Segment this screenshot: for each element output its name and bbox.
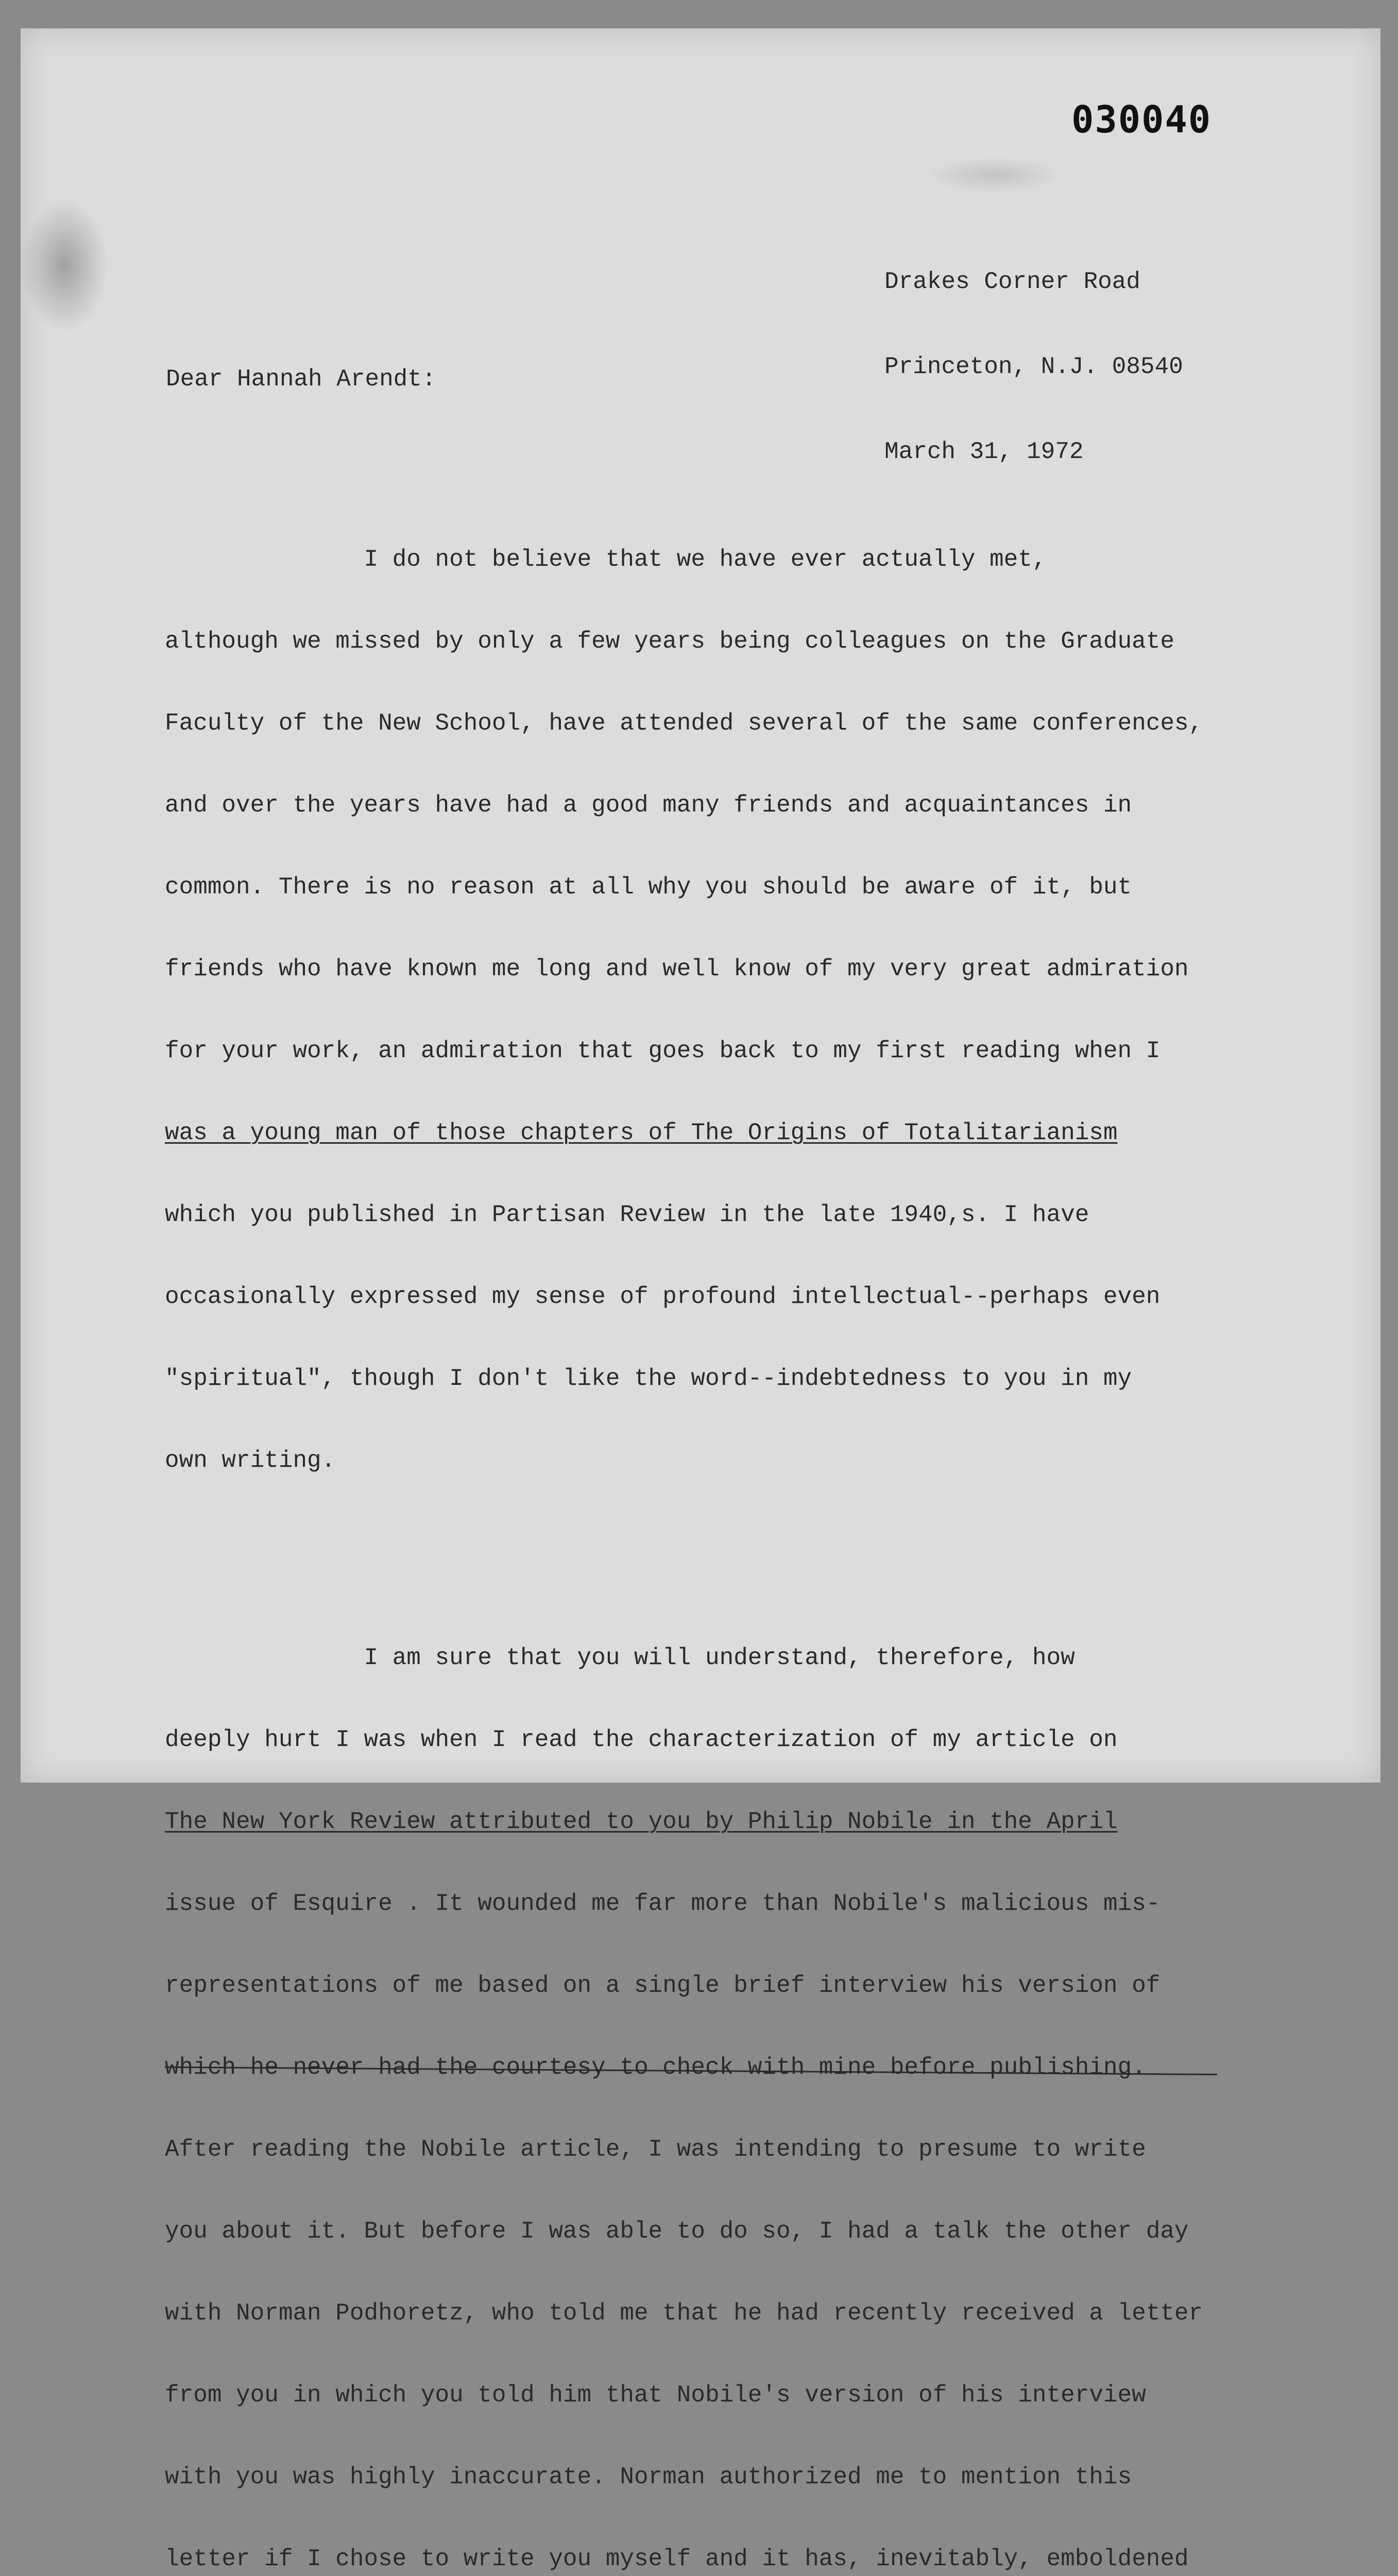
text-line: you about it. But before I was able to do so, I had a talk the other day: [165, 2218, 1189, 2245]
text-line: with Norman Podhoretz, who told me that he had recently received a letter: [165, 2300, 1203, 2327]
text-line-struck: which he never had the courtesy to check with mine before publishing.: [165, 2054, 1217, 2081]
letter-body: [165, 437, 1217, 2576]
text-line: issue of Esquire . It wounded me far more than Nobile's malicious mis-: [165, 1890, 1161, 1917]
text-line: own writing.: [165, 1447, 336, 1474]
ink-smudge: [21, 198, 108, 332]
text-line: with you was highly inaccurate. Norman authorized me to mention this: [165, 2464, 1132, 2490]
text-line: which you published in Partisan Review in the late 1940,s. I have: [165, 1201, 1089, 1228]
letter-date: March 31, 1972: [884, 438, 1084, 465]
text-line: and over the years have had a good many friends and acquaintances in: [165, 792, 1132, 819]
text-line: I am sure that you will understand, therefore, how: [165, 1645, 1075, 1671]
text-line: After reading the Nobile article, I was intending to presume to write: [165, 2136, 1146, 2163]
text-line: I do not believe that we have ever actually met,: [165, 546, 1047, 573]
text-line: deeply hurt I was when I read the characterization of my article on: [165, 1726, 1118, 1753]
text-line: although we missed by only a few years being colleagues on the Graduate: [165, 628, 1174, 655]
faint-mark: [927, 157, 1061, 193]
text-line: for your work, an admiration that goes back to my first reading when I: [165, 1038, 1161, 1064]
salutation: Dear Hannah Arendt:: [166, 366, 436, 393]
paragraph-1: [165, 492, 1217, 1529]
text-line: "spiritual", though I don't like the word--indebtedness to you in my: [165, 1365, 1132, 1392]
text-line-underlined-title: was a young man of those chapters of The Origins of Totalitarianism: [165, 1120, 1118, 1146]
text-line: occasionally expressed my sense of profound intellectual--perhaps even: [165, 1283, 1161, 1310]
paragraph-2: [165, 1590, 1217, 2576]
text-line: friends who have known me long and well know of my very great admiration: [165, 956, 1189, 982]
text-line: Faculty of the New School, have attended several of the same conferences,: [165, 710, 1203, 737]
text-line: letter if I chose to write you myself and it has, inevitably, emboldened: [165, 2546, 1189, 2572]
text-line: representations of me based on a single brief interview his version of: [165, 1972, 1161, 1999]
text-line: common. There is no reason at all why you should be aware of it, but: [165, 874, 1132, 901]
address-city: Princeton, N.J. 08540: [884, 353, 1183, 380]
text-line-underlined-title: The New York Review attributed to you by Philip Nobile in the April: [165, 1808, 1118, 1835]
address-street: Drakes Corner Road: [884, 268, 1140, 295]
document-number: 030040: [1071, 98, 1212, 141]
text-line: from you in which you told him that Nobile's version of his interview: [165, 2382, 1146, 2409]
